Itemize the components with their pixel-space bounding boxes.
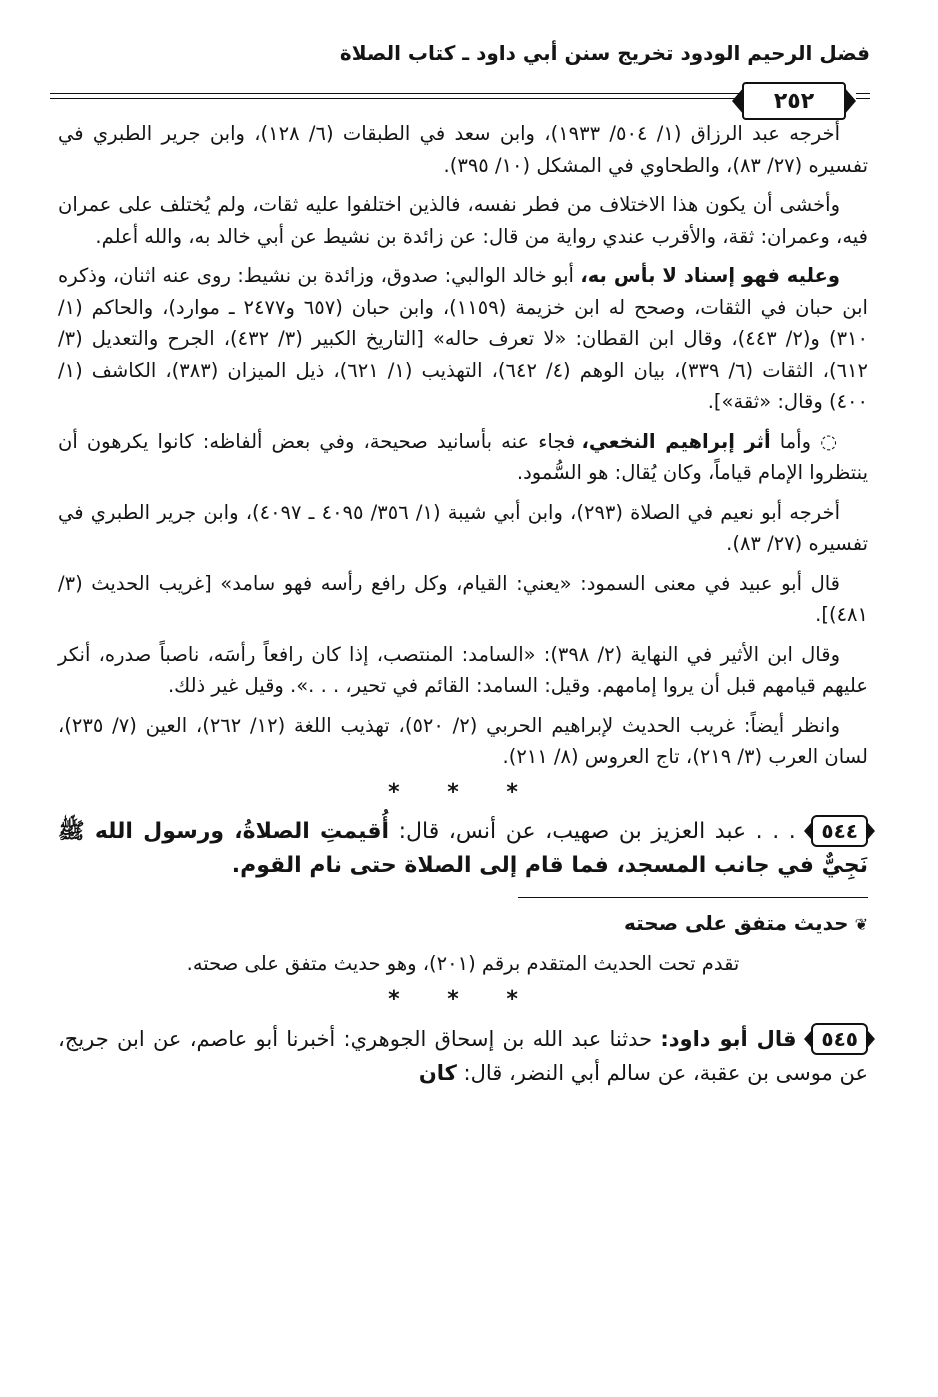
header-rule	[50, 98, 740, 99]
paragraph-mark-icon: ◌	[820, 429, 840, 453]
section-separator: * * *	[388, 986, 538, 1012]
hadith-text: حدثنا عبد الله بن إسحاق الجوهري: أخبرنا أبو عاصم، عن ابن جريج، عن موسى بن عقبة، عن سالم أبي النضر، قال:	[58, 1026, 868, 1085]
hadith-number: ٥٤٤	[811, 815, 868, 847]
paragraph: أخرجه أبو نعيم في الصلاة (٢٩٣)، وابن أبي شيبة (١/ ٣٥٦/ ٤٠٩٥ ـ ٤٠٩٧)، وابن جرير الطبري في تفسيره (٢٧/ ٨٣).	[58, 500, 868, 555]
hadith-544	[58, 815, 868, 883]
paragraph-text: فجاء عنه بأسانيد صحيحة، وفي بعض ألفاظه: كانوا يكرهون أن ينتظروا الإمام قياماً، وكان يُقال: هو السُّمود.	[58, 429, 868, 484]
hadith-545	[58, 1022, 868, 1090]
hadith-text-bold: أُقيمتِ الصلاةُ، ورسول الله ﷺ نَجِيٌّ في جانب المسجد، فما قام إلى الصلاة حتى نام القوم.	[58, 818, 868, 878]
header-rule	[50, 93, 740, 94]
section-separator: * * *	[388, 779, 538, 805]
paragraph: أخرجه عبد الرزاق (١/ ٥٠٤/ ١٩٣٣)، وابن سعد في الطبقات (٦/ ١٢٨)، وابن جرير الطبري في تفسيره (٢٧/ ٨٣)، والطحاوي في المشكل (١٠/ ٣٩٥).	[58, 122, 868, 177]
hadith-number: ٥٤٥	[811, 1023, 868, 1055]
running-title: فضل الرحيم الودود تخريج سنن أبي داود ـ كتاب الصلاة	[339, 41, 870, 65]
bold-phrase: أثر إبراهيم النخعي،	[581, 429, 771, 453]
arrow-right-ornament	[844, 87, 856, 115]
header-rule	[856, 93, 870, 94]
hadith-text: . . . عبد العزيز بن صهيب، عن أنس، قال:	[389, 818, 806, 844]
divider	[518, 897, 868, 898]
section-note: تقدم تحت الحديث المتقدم برقم (٢٠١)، وهو حديث متفق على صحته.	[186, 952, 740, 975]
page-number: ٢٥٢	[742, 82, 846, 120]
ornament-icon: ❦	[854, 914, 868, 934]
paragraph: وأخشى أن يكون هذا الاختلاف من فطر نفسه، فالذين اختلفوا عليه ثقات، ولم يُختلف على عمران فيه، وعمران: ثقة، والأقرب عندي رواية من قال: عن زائدة بن نشيط عن أبي خالد به، والله أعلم.	[58, 193, 868, 248]
paragraph: وانظر أيضاً: غريب الحديث لإبراهيم الحربي (٢/ ٥٢٠)، تهذيب اللغة (١٢/ ٢٦٢)، العين (٧/ ٢٣٥)، لسان العرب (٣/ ٢١٩)، تاج العروس (٨/ ٢١١).	[58, 713, 868, 768]
paragraph: وقال ابن الأثير في النهاية (٢/ ٣٩٨): «السامد: المنتصب، إذا كان رافعاً رأسَه، ناصباً صدره، أنكر عليهم قيامهم قبل أن يروا إمامهم. وقيل: السامد: القائم في تحير، . . .». وقيل غير ذلك.	[58, 642, 868, 697]
hadith-text-bold: كان	[418, 1060, 457, 1085]
section-heading	[58, 908, 868, 941]
paragraph: قال أبو عبيد في معنى السمود: «يعني: القيام، وكل رافع رأسه فهو سامد» [غريب الحديث (٣/ ٤٨١)].	[58, 571, 868, 626]
hadith-text-bold: قال أبو داود:	[660, 1026, 806, 1051]
header-rule	[856, 98, 870, 99]
bold-phrase: وعليه فهو إسناد لا بأس به،	[580, 264, 840, 287]
paragraph-text: وأما	[770, 429, 821, 453]
page-body	[58, 118, 868, 1098]
paragraph	[58, 260, 868, 418]
section-heading-text: حديث متفق على صحته	[623, 910, 849, 935]
paragraph	[58, 426, 868, 489]
page-number-bar	[50, 64, 870, 114]
page-header	[50, 26, 870, 122]
paragraph-text: أبو خالد الوالبي: صدوق، وزائدة بن نشيط: روى عنه اثنان، وذكره ابن حبان في الثقات، وصحح له ابن خزيمة (١١٥٩)، وابن حبان (٦٥٧ و٢٤٧٧ ـ موارد)، والحاكم (١/ ٣١٠) و(٢/ ٤٤٣)، وقال ابن القطان: «لا تعرف حاله» [التاريخ الكبير (٣/ ٤٣٢)، الجرح والتعديل (٣/ ٦١٢)، الثقات (٦/ ٣٣٩)، بيان الوهم (٤/ ٦٤٢)، التهذيب (١/ ٦٢١)، ذيل الميزان (٣٨٣)، الكاشف (١/ ٤٠٠) وقال: «ثقة»].	[58, 264, 868, 413]
